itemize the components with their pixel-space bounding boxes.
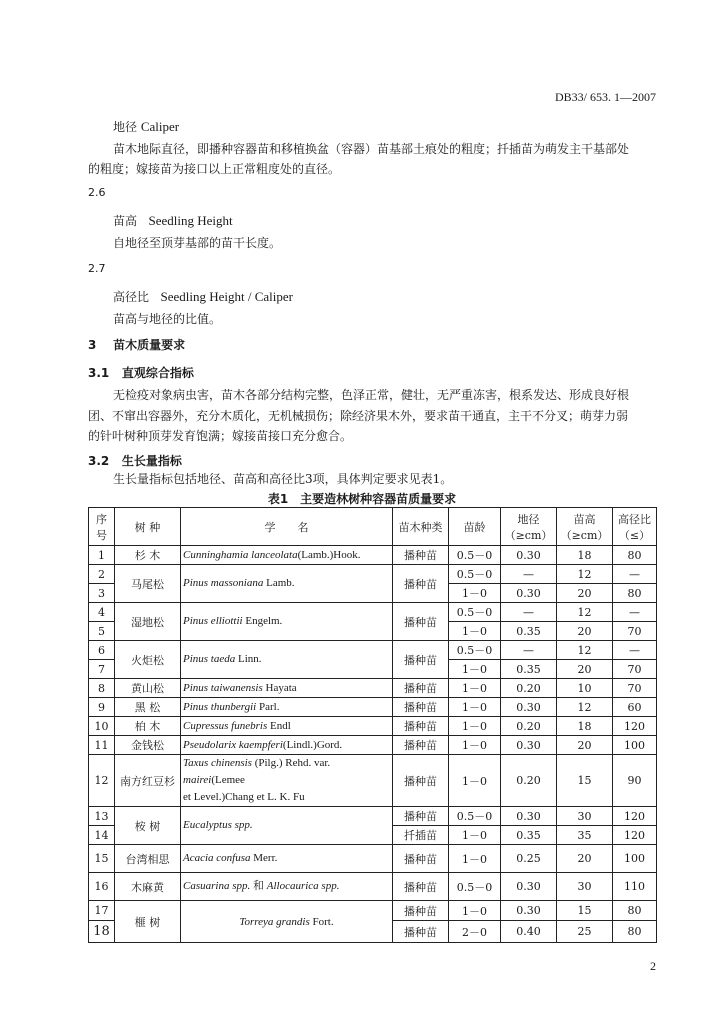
- cell-age: 1－0: [449, 826, 501, 845]
- header-seedling-type: 苗木种类: [393, 508, 449, 546]
- header-species: 树 种: [115, 508, 181, 546]
- cell-seq: 18: [89, 921, 115, 943]
- cell-age: 0.5－0: [449, 546, 501, 565]
- cell-species: 桉 树: [115, 807, 181, 845]
- cell-caliper: —: [501, 565, 557, 584]
- table-row: [89, 807, 657, 826]
- cell-seq: 14: [89, 826, 115, 845]
- cell-species: 台湾相思: [115, 845, 181, 873]
- cell-species: 黑 松: [115, 698, 181, 717]
- cell-ratio: —: [613, 565, 657, 584]
- cell-seq: 11: [89, 736, 115, 755]
- cell-age: 1－0: [449, 584, 501, 603]
- cell-seq: 10: [89, 717, 115, 736]
- cell-height: 12: [557, 641, 613, 660]
- cell-caliper: 0.20: [501, 717, 557, 736]
- cell-caliper: 0.30: [501, 807, 557, 826]
- cell-height: 35: [557, 826, 613, 845]
- section-3-1-title: 直观综合指标: [121, 366, 194, 380]
- cell-type: 扦插苗: [393, 826, 449, 845]
- cell-species: 黄山松: [115, 679, 181, 698]
- cell-type: 播种苗: [393, 901, 449, 921]
- cell-height: 12: [557, 698, 613, 717]
- header-height: 苗高（≥cm）: [557, 508, 613, 546]
- term-height-caliper-ratio: [113, 286, 293, 308]
- cell-age: 1－0: [449, 698, 501, 717]
- table-row: [89, 546, 657, 565]
- cell-type: 播种苗: [393, 755, 449, 807]
- cell-seq: 12: [89, 755, 115, 807]
- cell-species: 柏 木: [115, 717, 181, 736]
- cell-age: 1－0: [449, 901, 501, 921]
- cell-caliper: —: [501, 603, 557, 622]
- cell-species: 湿地松: [115, 603, 181, 641]
- cell-scientific-name: Pinus taeda Linn.: [181, 641, 393, 679]
- cell-scientific-name: Taxus chinensis (Pilg.) Rehd. var. mairei(Lemee et Level.)Chang et L. K. Fu: [181, 755, 393, 807]
- caliper-definition-line1: 苗木地际直径，即播种容器苗和移植换盆（容器）苗基部土痕处的粗度；扦插苗为萌发主干基部处: [113, 142, 630, 156]
- cell-height: 20: [557, 845, 613, 873]
- cell-ratio: 70: [613, 622, 657, 641]
- cell-seq: 9: [89, 698, 115, 717]
- cell-seq: 17: [89, 901, 115, 921]
- cell-ratio: 80: [613, 921, 657, 943]
- cell-age: 2－0: [449, 921, 501, 943]
- header-ratio: 高径比 （≤）: [613, 508, 657, 546]
- section-3-2-heading: [88, 452, 182, 469]
- cell-caliper: 0.30: [501, 901, 557, 921]
- cell-caliper: —: [501, 641, 557, 660]
- cell-caliper: 0.30: [501, 736, 557, 755]
- ratio-definition: 苗高与地径的比值。: [113, 312, 222, 326]
- cell-caliper: 0.30: [501, 698, 557, 717]
- cell-seq: 7: [89, 660, 115, 679]
- cell-type: 播种苗: [393, 845, 449, 873]
- cell-scientific-name: Eucalyptus spp.: [181, 807, 393, 845]
- header-seq: 序 号: [89, 508, 115, 546]
- cell-species: 火炬松: [115, 641, 181, 679]
- cell-ratio: —: [613, 641, 657, 660]
- cell-caliper: 0.40: [501, 921, 557, 943]
- cell-seq: 13: [89, 807, 115, 826]
- cell-species: 马尾松: [115, 565, 181, 603]
- cell-height: 15: [557, 755, 613, 807]
- cell-age: 0.5－0: [449, 603, 501, 622]
- header-caliper: 地径（≥cm）: [501, 508, 557, 546]
- cell-seq: 4: [89, 603, 115, 622]
- cell-caliper: 0.35: [501, 660, 557, 679]
- cell-seq: 3: [89, 584, 115, 603]
- cell-height: 12: [557, 565, 613, 584]
- cell-type: 播种苗: [393, 603, 449, 641]
- section-3-1-number: 3.1: [88, 366, 110, 380]
- cell-species: 金钱松: [115, 736, 181, 755]
- cell-height: 30: [557, 807, 613, 826]
- cell-type: 播种苗: [393, 546, 449, 565]
- cell-ratio: 120: [613, 807, 657, 826]
- term-ratio-zh: 高径比: [113, 290, 150, 304]
- term-seedling-height-en: Seedling Height: [148, 213, 233, 228]
- cell-scientific-name: Pinus elliottii Engelm.: [181, 603, 393, 641]
- cell-ratio: 60: [613, 698, 657, 717]
- table-row: [89, 755, 657, 807]
- cell-seq: 16: [89, 873, 115, 901]
- section-3-title: 苗木质量要求: [113, 338, 186, 352]
- cell-ratio: 100: [613, 736, 657, 755]
- cell-seq: 1: [89, 546, 115, 565]
- seedling-quality-table: [88, 507, 657, 943]
- section-3-1-line3: 的针叶树种顶芽发育饱满；嫁接苗接口充分愈合。: [88, 429, 353, 443]
- cell-age: 0.5－0: [449, 873, 501, 901]
- caliper-definition-line2: 的粗度；嫁接苗为接口以上正常粗度处的直径。: [88, 162, 341, 176]
- section-3-1-heading: [88, 364, 194, 381]
- cell-height: 20: [557, 736, 613, 755]
- table-row: [89, 873, 657, 901]
- cell-type: 播种苗: [393, 873, 449, 901]
- cell-height: 18: [557, 717, 613, 736]
- cell-caliper: 0.30: [501, 546, 557, 565]
- cell-type: 播种苗: [393, 736, 449, 755]
- cell-scientific-name: Pinus thunbergii Parl.: [181, 698, 393, 717]
- cell-ratio: 70: [613, 660, 657, 679]
- cell-height: 30: [557, 873, 613, 901]
- cell-scientific-name: Acacia confusa Merr.: [181, 845, 393, 873]
- cell-ratio: 100: [613, 845, 657, 873]
- cell-scientific-name: Casuarina spp. 和 Allocaurica spp.: [181, 873, 393, 901]
- cell-age: 1－0: [449, 660, 501, 679]
- cell-type: 播种苗: [393, 698, 449, 717]
- term-caliper-zh: 地径: [113, 120, 138, 134]
- cell-type: 播种苗: [393, 641, 449, 679]
- cell-ratio: 80: [613, 546, 657, 565]
- cell-ratio: 80: [613, 901, 657, 921]
- cell-height: 20: [557, 622, 613, 641]
- term-ratio-en: Seedling Height / Caliper: [160, 289, 293, 304]
- cell-ratio: 120: [613, 826, 657, 845]
- cell-height: 20: [557, 660, 613, 679]
- cell-seq: 8: [89, 679, 115, 698]
- section-3-number: 3: [88, 338, 97, 352]
- cell-scientific-name: Cunninghamia lanceolata(Lamb.)Hook.: [181, 546, 393, 565]
- cell-age: 0.5－0: [449, 565, 501, 584]
- cell-ratio: 120: [613, 717, 657, 736]
- section-3-1-line2: 团、不窜出容器外，充分木质化，无机械损伤；除经济果木外，要求苗干通直，主干不分叉；萌芽力弱: [88, 409, 629, 423]
- table-row: [89, 698, 657, 717]
- table-row: [89, 565, 657, 584]
- cell-age: 1－0: [449, 679, 501, 698]
- cell-caliper: 0.35: [501, 826, 557, 845]
- cell-age: 1－0: [449, 717, 501, 736]
- header-age: 苗龄: [449, 508, 501, 546]
- cell-ratio: 90: [613, 755, 657, 807]
- cell-scientific-name: Pseudolarix kaempferi(Lindl.)Gord.: [181, 736, 393, 755]
- cell-species: 木麻黄: [115, 873, 181, 901]
- cell-height: 10: [557, 679, 613, 698]
- cell-scientific-name: Torreya grandis Fort.: [181, 901, 393, 943]
- cell-age: 1－0: [449, 845, 501, 873]
- cell-age: 0.5－0: [449, 641, 501, 660]
- cell-scientific-name: Pinus massoniana Lamb.: [181, 565, 393, 603]
- header-scientific-name: 学 名: [181, 508, 393, 546]
- cell-caliper: 0.30: [501, 584, 557, 603]
- table-header-row: [89, 508, 657, 546]
- section-number-2-7: 2.7: [88, 262, 106, 275]
- table-row: [89, 717, 657, 736]
- cell-type: 播种苗: [393, 717, 449, 736]
- section-3-2-number: 3.2: [88, 454, 110, 468]
- section-3-2-line1: 生长量指标包括地径、苗高和高径比3项，具体判定要求见表1。: [113, 472, 453, 486]
- term-caliper: [113, 116, 179, 138]
- cell-height: 20: [557, 584, 613, 603]
- cell-type: 播种苗: [393, 921, 449, 943]
- section-3-1-line1: 无检疫对象病虫害，苗木各部分结构完整，色泽正常，健壮，无严重冻害，根系发达、形成良好根: [113, 388, 630, 402]
- cell-age: 1－0: [449, 755, 501, 807]
- section-3-heading: [88, 336, 185, 353]
- table-row: [89, 901, 657, 921]
- cell-ratio: 110: [613, 873, 657, 901]
- cell-height: 25: [557, 921, 613, 943]
- cell-caliper: 0.25: [501, 845, 557, 873]
- cell-caliper: 0.30: [501, 873, 557, 901]
- table-caption: 表1 主要造林树种容器苗质量要求: [267, 492, 457, 506]
- cell-height: 18: [557, 546, 613, 565]
- section-number-2-6: 2.6: [88, 186, 106, 199]
- cell-type: 播种苗: [393, 807, 449, 826]
- section-3-2-title: 生长量指标: [121, 454, 182, 468]
- cell-scientific-name: Pinus taiwanensis Hayata: [181, 679, 393, 698]
- cell-species: 南方红豆杉: [115, 755, 181, 807]
- cell-height: 15: [557, 901, 613, 921]
- cell-species: 杉 木: [115, 546, 181, 565]
- cell-scientific-name: Cupressus funebris Endl: [181, 717, 393, 736]
- cell-height: 12: [557, 603, 613, 622]
- seedling-height-definition: 自地径至顶芽基部的苗干长度。: [113, 236, 282, 250]
- cell-ratio: —: [613, 603, 657, 622]
- table-row: [89, 845, 657, 873]
- table-row: [89, 736, 657, 755]
- cell-caliper: 0.20: [501, 755, 557, 807]
- table-row: [89, 679, 657, 698]
- term-seedling-height: [113, 210, 233, 232]
- document-id: DB33/ 653. 1—2007: [554, 90, 656, 104]
- cell-age: 1－0: [449, 736, 501, 755]
- cell-caliper: 0.35: [501, 622, 557, 641]
- cell-caliper: 0.20: [501, 679, 557, 698]
- cell-seq: 15: [89, 845, 115, 873]
- cell-ratio: 80: [613, 584, 657, 603]
- cell-type: 播种苗: [393, 565, 449, 603]
- cell-ratio: 70: [613, 679, 657, 698]
- cell-species: 榧 树: [115, 901, 181, 943]
- cell-seq: 6: [89, 641, 115, 660]
- cell-age: 1－0: [449, 622, 501, 641]
- cell-type: 播种苗: [393, 679, 449, 698]
- table-row: [89, 641, 657, 660]
- cell-seq: 2: [89, 565, 115, 584]
- term-seedling-height-zh: 苗高: [113, 214, 138, 228]
- cell-seq: 5: [89, 622, 115, 641]
- table-row: [89, 603, 657, 622]
- cell-age: 0.5－0: [449, 807, 501, 826]
- page-number: 2: [650, 959, 656, 973]
- term-caliper-en: Caliper: [140, 119, 180, 134]
